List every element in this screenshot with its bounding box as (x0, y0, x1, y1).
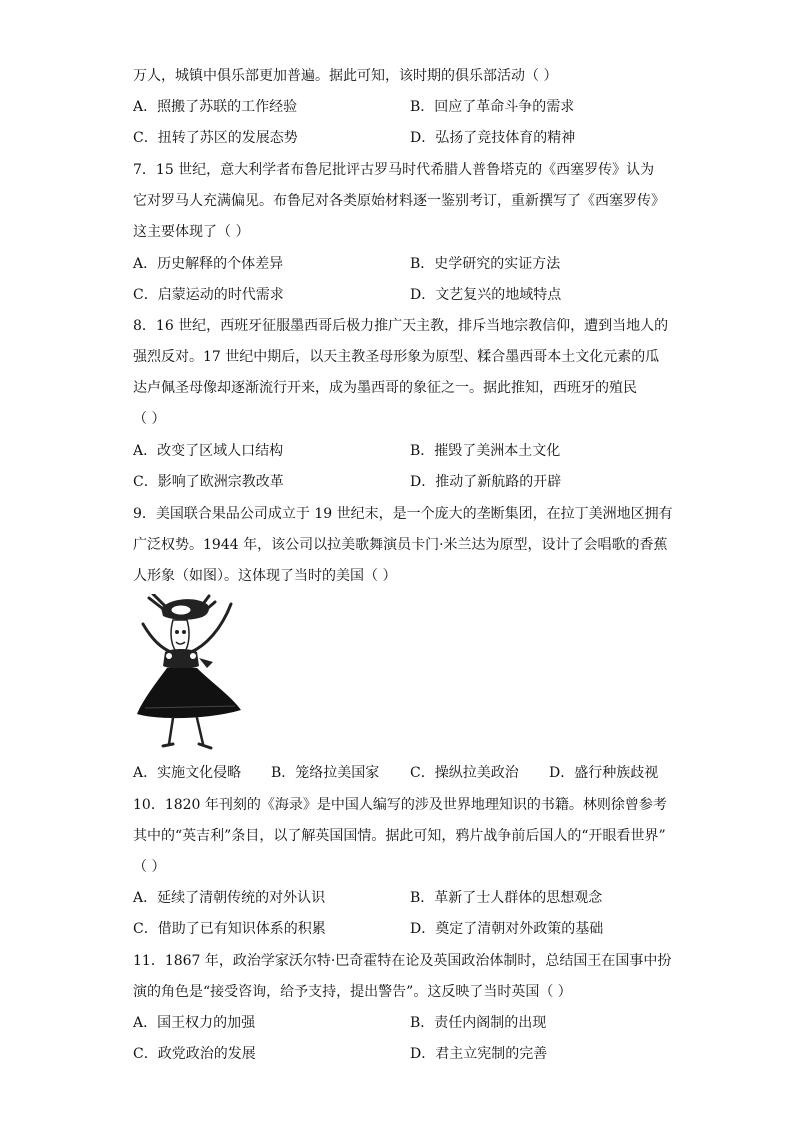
q6-option-b[interactable]: B．回应了革命斗争的需求 (410, 99, 575, 115)
q11-option-c[interactable]: C．政党政治的发展 (133, 1046, 256, 1062)
q10-option-b[interactable]: B．革新了士人群体的思想观念 (410, 890, 603, 906)
q7-stem-line-1: 7．15 世纪，意大利学者布鲁尼批评古罗马时代希腊人普鲁塔克的《西塞罗传》认为 (133, 162, 655, 178)
q9-option-a[interactable]: A．实施文化侵略 (133, 765, 242, 781)
q8-option-b[interactable]: B．摧毁了美洲本土文化 (410, 443, 561, 459)
q7-stem-line-3: 这主要体现了（ ） (133, 224, 250, 240)
q6-option-d[interactable]: D．弘扬了竞技体育的精神 (410, 130, 576, 146)
q10-option-a[interactable]: A．延续了清朝传统的对外认识 (133, 890, 326, 906)
q8-stem-line-2: 强烈反对。17 世纪中期后，以天主教圣母形象为原型、糅合墨西哥本土文化元素的瓜 (133, 349, 660, 365)
q9-stem-line-3: 人形象（如图）。这体现了当时的美国（ ） (133, 568, 397, 584)
q9-option-d[interactable]: D．盛行种族歧视 (549, 765, 659, 781)
q9-option-c[interactable]: C．操纵拉美政治 (410, 765, 519, 781)
q11-option-d[interactable]: D．君主立宪制的完善 (410, 1046, 548, 1062)
q7-option-c[interactable]: C．启蒙运动的时代需求 (133, 287, 284, 303)
q6-option-a[interactable]: A．照搬了苏联的工作经验 (133, 99, 298, 115)
q8-stem-line-4: （ ） (133, 411, 166, 427)
q7-stem-line-2: 它对罗马人充满偏见。布鲁尼对各类原始材料逐一鉴别考订，重新撰写了《西塞罗传》 (133, 193, 665, 209)
q6-stem-line-1: 万人，城镇中俱乐部更加普遍。据此可知，该时期的俱乐部活动（ ） (133, 68, 558, 84)
q8-stem-line-1: 8．16 世纪，西班牙征服墨西哥后极力推广天主教，排斥当地宗教信仰，遭到当地人的 (133, 318, 669, 334)
q7-option-b[interactable]: B．史学研究的实证方法 (410, 256, 561, 272)
q6-option-c[interactable]: C．扭转了苏区的发展态势 (133, 130, 298, 146)
q11-option-a[interactable]: A．国王权力的加强 (133, 1015, 256, 1031)
q7-option-a[interactable]: A．历史解释的个体差异 (133, 256, 284, 272)
q7-option-d[interactable]: D．文艺复兴的地域特点 (410, 287, 562, 303)
q10-stem-line-1: 10．1820 年刊刻的《海录》是中国人编写的涉及世界地理知识的书籍。林则徐曾参考 (133, 797, 667, 813)
banana-character-drawing (137, 594, 243, 754)
q8-stem-line-3: 达卢佩圣母像却逐渐流行开来，成为墨西哥的象征之一。据此推知，西班牙的殖民 (133, 380, 637, 396)
q9-option-b[interactable]: B．笼络拉美国家 (271, 765, 380, 781)
banana-figure-illustration (137, 594, 243, 754)
q10-stem-line-3: （ ） (133, 859, 166, 875)
q9-stem-line-1: 9．美国联合果品公司成立于 19 世纪末，是一个庞大的垄断集团，在拉丁美洲地区拥有 (133, 506, 673, 522)
q10-option-c[interactable]: C．借助了已有知识体系的积累 (133, 921, 326, 937)
q11-option-b[interactable]: B．责任内阁制的出现 (410, 1015, 547, 1031)
q11-stem-line-2: 演的角色是“接受咨询，给予支持，提出警告”。这反映了当时英国（ ） (133, 984, 572, 1000)
q9-stem-line-2: 广泛权势。1944 年，该公司以拉美歌舞演员卡门·米兰达为原型，设计了会唱歌的香蕉 (133, 537, 668, 553)
q11-stem-line-1: 11．1867 年，政治学家沃尔特·巴奇霍特在论及英国政治体制时，总结国王在国事中扮 (133, 953, 672, 969)
q8-option-a[interactable]: A．改变了区域人口结构 (133, 443, 284, 459)
q8-option-c[interactable]: C．影响了欧洲宗教改革 (133, 474, 284, 490)
q8-option-d[interactable]: D．推动了新航路的开辟 (410, 474, 562, 490)
q10-option-d[interactable]: D．奠定了清朝对外政策的基础 (410, 921, 604, 937)
q10-stem-line-2: 其中的“英吉利”条目，以了解英国国情。据此可知，鸦片战争前后国人的“开眼看世界” (133, 828, 666, 844)
